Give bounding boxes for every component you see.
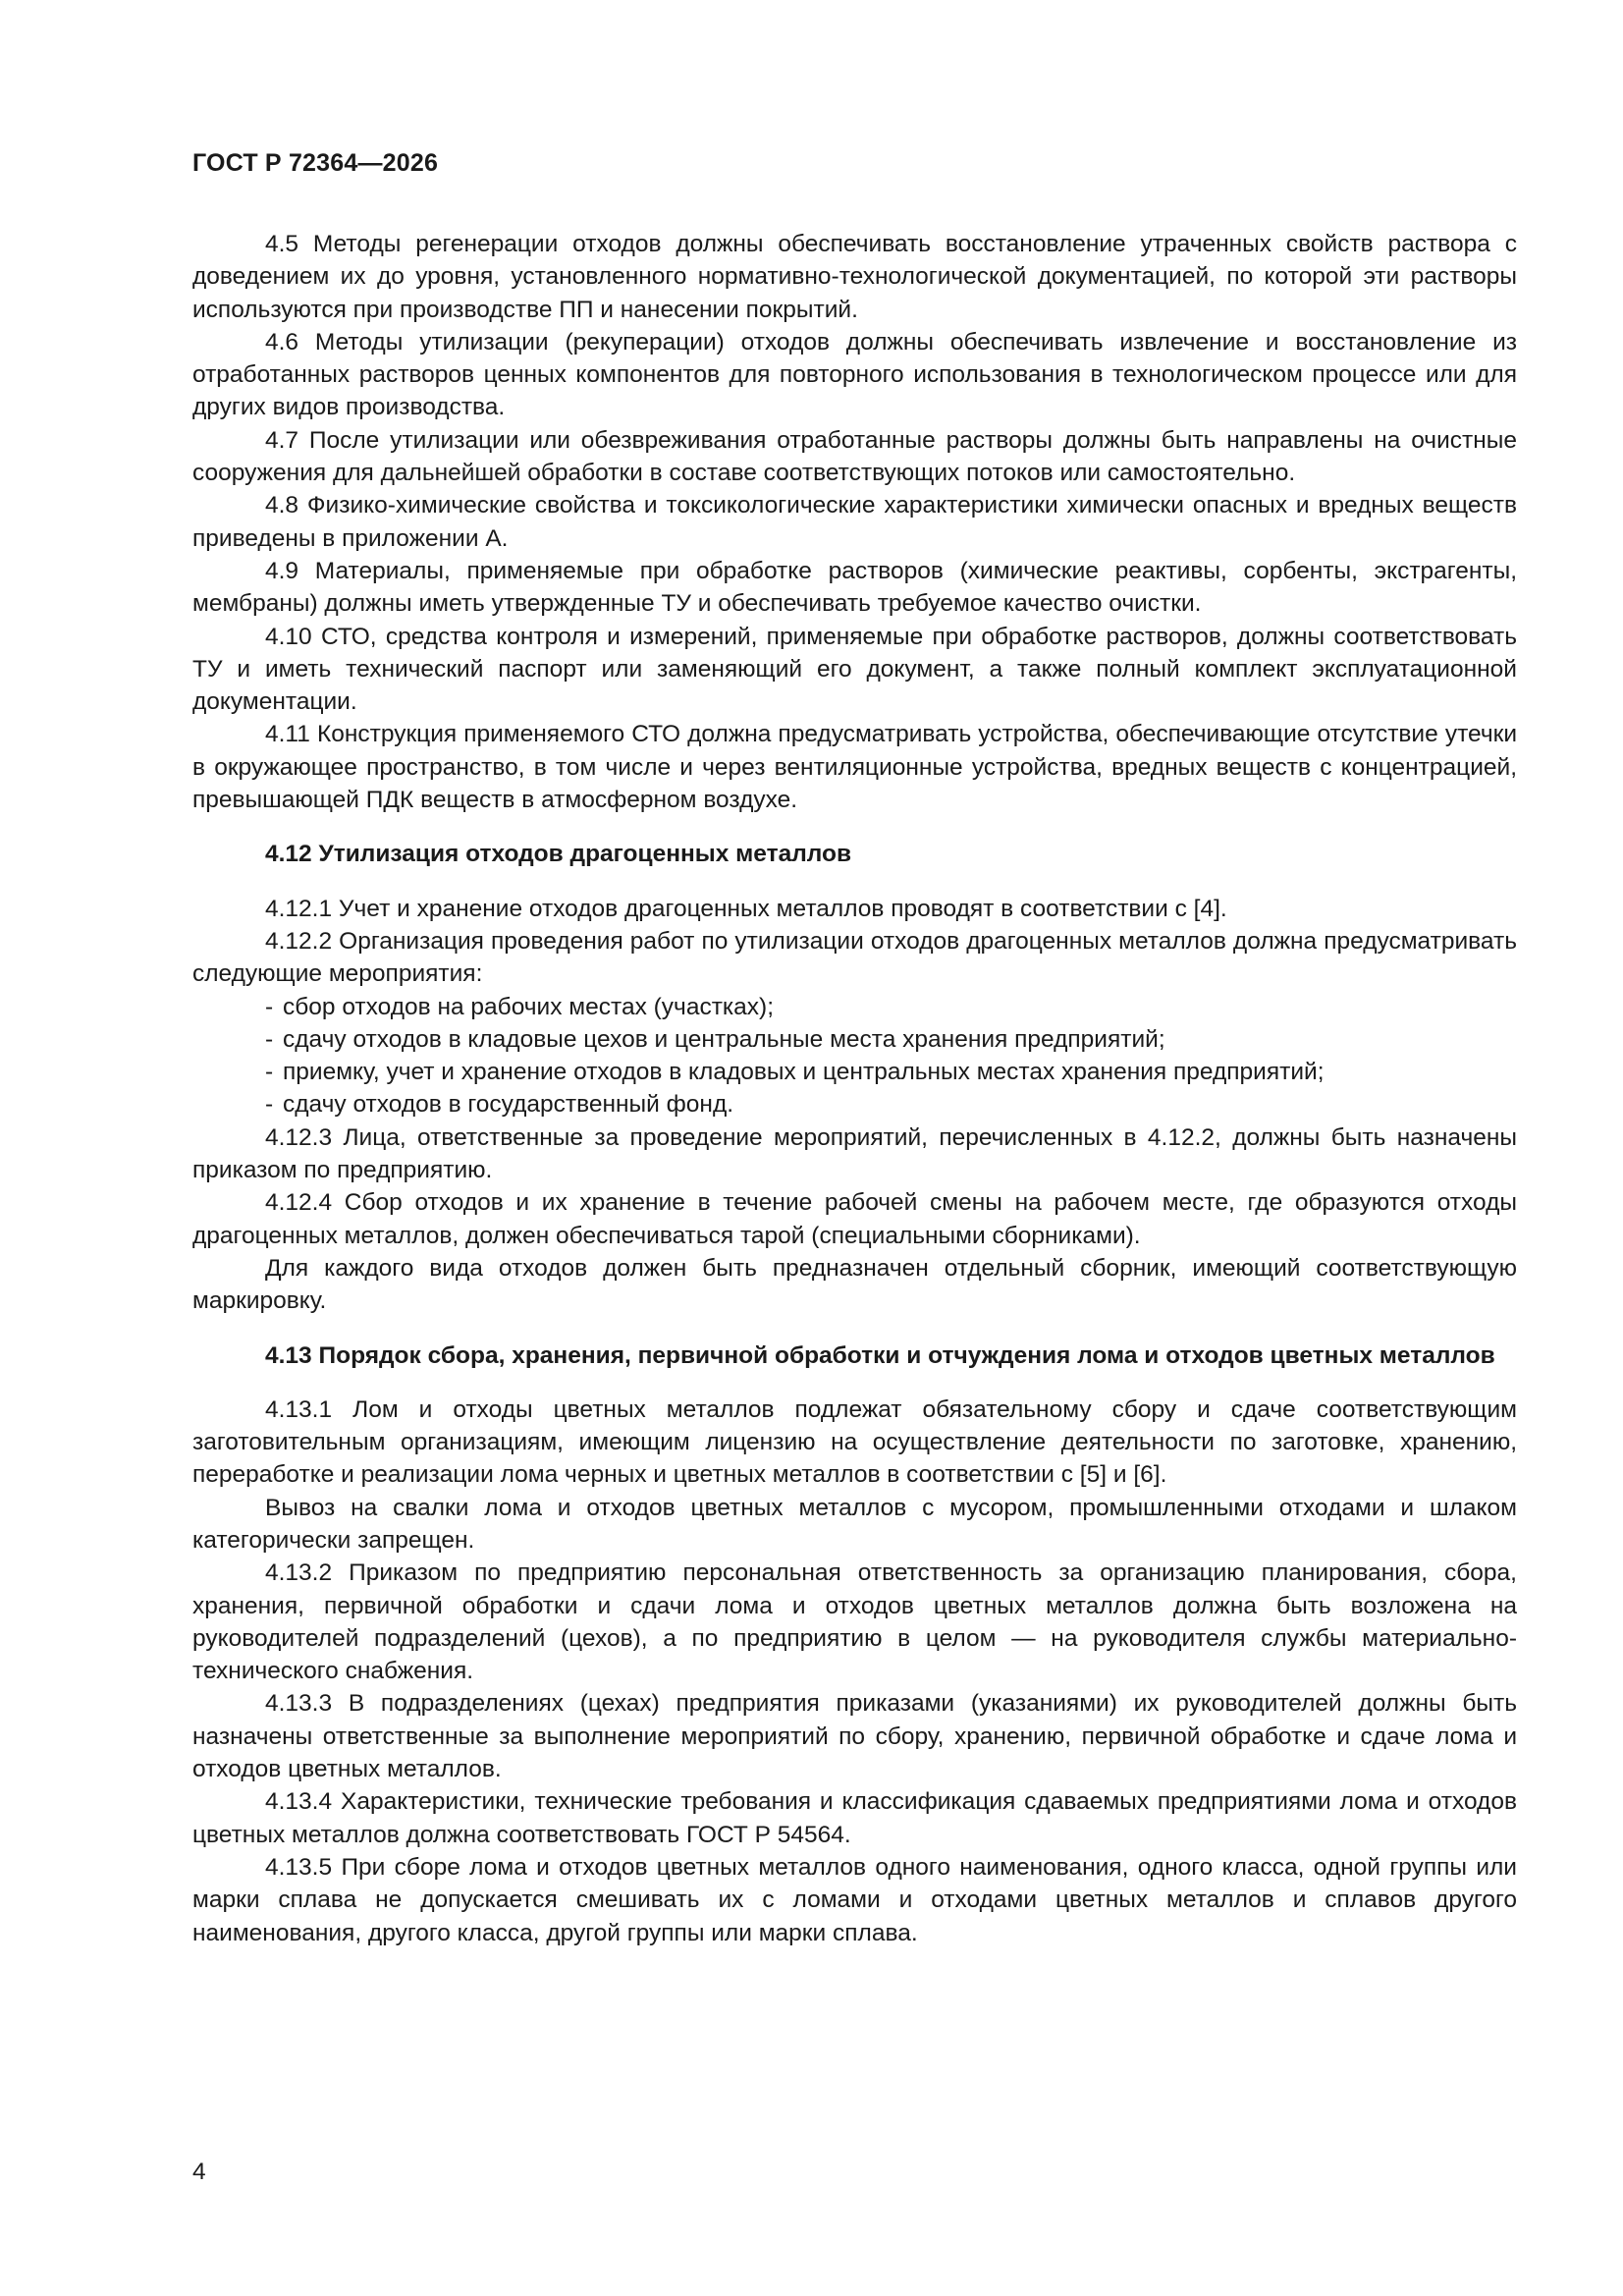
clause-4-11: 4.11 Конструкция применяемого СТО должна предусматривать устройства, обеспечивающие отсутствие утечки в окружающее пространство, в том числе и через вентиляционные устройства, вредных веществ с концентрацией, превышающей ПДК веществ в атмосферном воздухе. (192, 721, 1517, 814)
clause-4-10: 4.10 СТО, средства контроля и измерений, применяемые при обработке растворов, должны соответствовать ТУ и иметь технический паспорт или заменяющий его документ, а также полный комплект эксплуатационной документации. (192, 623, 1517, 716)
list-marker: - (265, 993, 274, 1020)
clause-4-8: 4.8 Физико-химические свойства и токсикологические характеристики химически опасных и вредных веществ приведены в приложении А. (192, 492, 1517, 552)
clause-4-13-3: 4.13.3 В подразделениях (цехах) предприятия приказами (указаниями) их руководителей должны быть назначены ответственные за выполнение мероприятий по сбору, хранению, первичной обработке и сдаче лома и отходов цветных металлов. (192, 1690, 1517, 1783)
measures-list (192, 991, 1517, 1121)
clause-4-13-2: 4.13.2 Приказом по предприятию персональная ответственность за организацию планирования, сбора, хранения, первичной обработки и сдачи лома и отходов цветных металлов должна быть возложена на руководителей подразделений (цехов), а по предприятию в целом — на руководителя службы материально-технического снабжения. (192, 1559, 1517, 1685)
list-item (192, 1056, 1517, 1088)
section-heading-4-13: 4.13 Порядок сбора, хранения, первичной обработки и отчуждения лома и отходов цветных металлов (265, 1341, 1495, 1369)
clause-4-5: 4.5 Методы регенерации отходов должны обеспечивать восстановление утраченных свойств раствора с доведением их до уровня, установленного нормативно-технологической документацией, по которой эти растворы используются при производстве ПП и нанесении покрытий. (192, 231, 1517, 323)
page-number: 4 (192, 2159, 206, 2185)
clause-4-13-5: 4.13.5 При сборе лома и отходов цветных металлов одного наименования, одного класса, одной группы или марки сплава не допускается смешивать их с ломами и отходами цветных металлов и сплавов другого наименования, другого класса, другой группы или марки сплава. (192, 1853, 1517, 1946)
list-item-text: приемку, учет и хранение отходов в кладовых и центральных местах хранения предприятий; (283, 1059, 1325, 1086)
clause-4-13-1: 4.13.1 Лом и отходы цветных металлов подлежат обязательному сбору и сдаче соответствующим заготовительным организациям, имеющим лицензию на осуществление деятельности по заготовке, хранению, переработке и реализации лома черных и цветных металлов в соответствии с [5] и [6]. (192, 1395, 1517, 1489)
list-item-text: сдачу отходов в государственный фонд. (283, 1091, 734, 1119)
clause-4-12-2: 4.12.2 Организация проведения работ по утилизации отходов драгоценных металлов должна предусматривать следующие мероприятия: (192, 927, 1517, 988)
clause-4-9: 4.9 Материалы, применяемые при обработке растворов (химические реактивы, сорбенты, экстрагенты, мембраны) должны иметь утвержденные ТУ и обеспечивать требуемое качество очистки. (192, 557, 1517, 618)
list-item-text: сбор отходов на рабочих местах (участках); (283, 993, 775, 1020)
page-content (192, 228, 1517, 1949)
list-item (192, 1088, 1517, 1121)
clause-4-13-1-note: Вывоз на свалки лома и отходов цветных металлов с мусором, промышленными отходами и шлаком категорически запрещен. (192, 1494, 1517, 1554)
running-header: ГОСТ Р 72364—2026 (192, 149, 439, 177)
list-item-text: сдачу отходов в кладовые цехов и центральные места хранения предприятий; (283, 1025, 1165, 1053)
clause-4-12-4-note: Для каждого вида отходов должен быть предназначен отдельный сборник, имеющий соответствующую маркировку. (192, 1254, 1517, 1315)
clause-4-12-3: 4.12.3 Лица, ответственные за проведение мероприятий, перечисленных в 4.12.2, должны быть назначены приказом по предприятию. (192, 1123, 1517, 1184)
list-marker: - (265, 1059, 274, 1086)
clause-4-7: 4.7 После утилизации или обезвреживания отработанные растворы должны быть направлены на очистные сооружения для дальнейшей обработки в составе соответствующих потоков или самостоятельно. (192, 426, 1517, 487)
list-item (192, 991, 1517, 1023)
clause-4-12-1: 4.12.1 Учет и хранение отходов драгоценных металлов проводят в соответствии с [4]. (265, 895, 1227, 922)
clause-4-12-4: 4.12.4 Сбор отходов и их хранение в течение рабочей смены на рабочем месте, где образуются отходы драгоценных металлов, должен обеспечиваться тарой (специальными сборниками). (192, 1189, 1517, 1249)
clause-4-6: 4.6 Методы утилизации (рекуперации) отходов должны обеспечивать извлечение и восстановление из отработанных растворов ценных компонентов для повторного использования в технологическом процессе или для других видов производства. (192, 328, 1517, 421)
clause-4-13-4: 4.13.4 Характеристики, технические требования и классификация сдаваемых предприятиями лома и отходов цветных металлов должна соответствовать ГОСТ Р 54564. (192, 1788, 1517, 1848)
list-item (192, 1023, 1517, 1056)
list-marker: - (265, 1025, 274, 1053)
section-heading-4-12: 4.12 Утилизация отходов драгоценных металлов (265, 841, 852, 868)
list-marker: - (265, 1091, 274, 1119)
